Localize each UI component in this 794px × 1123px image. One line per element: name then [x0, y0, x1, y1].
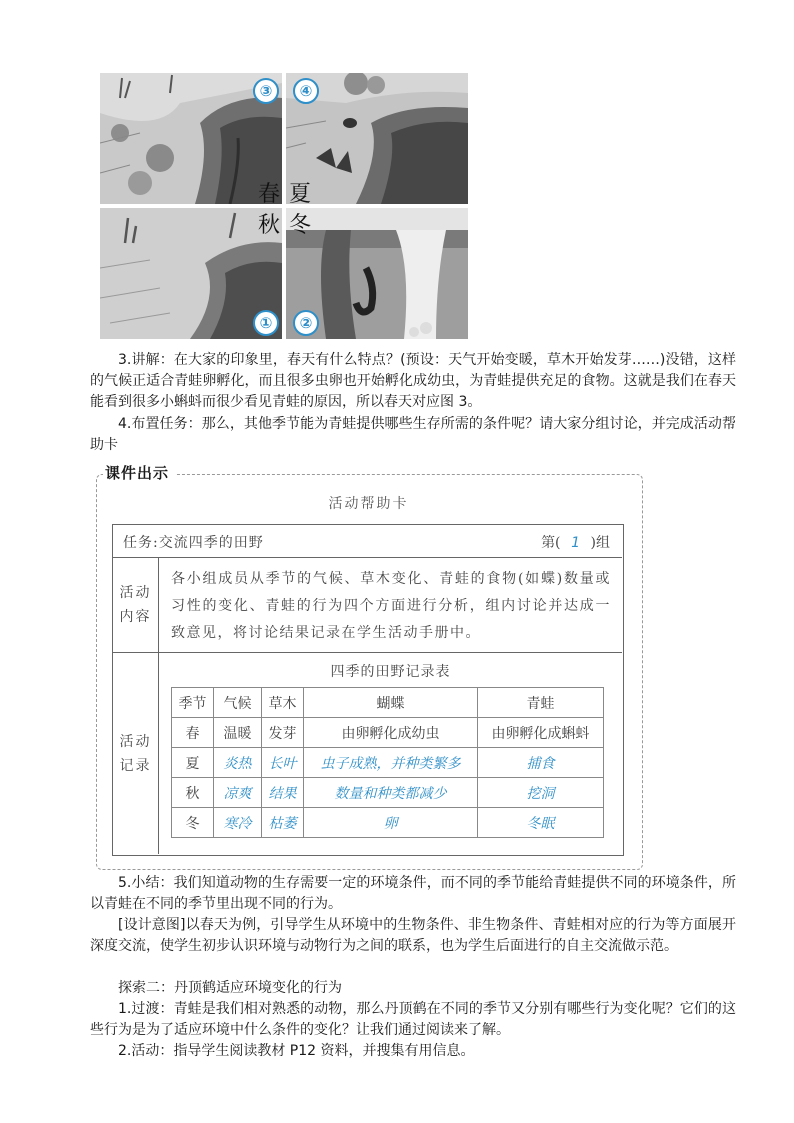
table-row: [172, 808, 604, 838]
table-row: [172, 778, 604, 808]
cell-butterfly: 虫子成熟，并种类繁多: [304, 748, 478, 778]
badge-3: ③: [253, 78, 279, 104]
record-row: [113, 653, 622, 854]
season-winter: 冬: [289, 213, 312, 238]
header-climate: 气候: [214, 688, 262, 718]
group-number: 1: [571, 535, 580, 551]
content-row: [113, 558, 622, 653]
cell-season: 春: [172, 718, 214, 748]
paragraph-explain: 3.讲解：在大家的印象里，春天有什么特点？(预设：天气开始变暖，草木开始发芽……)没错，这样的气候正适合青蛙卵孵化，而且很多虫卵也开始孵化成幼虫，为青蛙提供充足的食物。这就是我们在春天能看到很多小蝌蚪而很少看见青蛙的原因，所以春天对应图 3。: [90, 352, 736, 410]
paragraph-explore-two: 探索二：丹顶鹤适应环境变化的行为: [118, 980, 342, 996]
record-header-row: [172, 688, 604, 718]
task-text: 任务:交流四季的田野: [123, 535, 264, 551]
cell-climate: 凉爽: [214, 778, 262, 808]
header-frog: 青蛙: [478, 688, 604, 718]
seasons-illustration: [100, 73, 467, 339]
header-butterfly: 蝴蝶: [304, 688, 478, 718]
content-label-cell: [113, 558, 159, 652]
courseware-label: 课件出示: [105, 464, 170, 482]
content-text: 各小组成员从季节的气候、草木变化、青蛙的食物(如蝶)数量或习性的变化、青蛙的行为四个方面进行分析，组内讨论并达成一致意见，将讨论结果记录在学生活动手册中。: [171, 571, 611, 641]
cell-frog: 挖洞: [478, 778, 604, 808]
record-label-cell: [113, 653, 159, 854]
header-plants: 草木: [262, 688, 304, 718]
season-spring: 春: [258, 182, 281, 207]
group-field: [541, 532, 610, 552]
badge-1: ①: [253, 310, 279, 336]
cell-butterfly: 卵: [304, 808, 478, 838]
task-row: [113, 525, 622, 558]
group-prefix: 第(: [541, 535, 561, 551]
season-autumn: 秋: [258, 213, 281, 238]
season-summer: 夏: [289, 182, 312, 207]
paragraph-assign-task: 4.布置任务：那么，其他季节能为青蛙提供哪些生存所需的条件呢？请大家分组讨论，并完成活动帮助卡: [90, 416, 736, 453]
cell-frog: 由卵孵化成蝌蚪: [478, 718, 604, 748]
table-row: [172, 718, 604, 748]
cell-frog: 冬眠: [478, 808, 604, 838]
cell-plants: 枯萎: [262, 808, 304, 838]
paragraph-design-intent: [设计意图]以春天为例，引导学生从环境中的生物条件、非生物条件、青蛙相对应的行为等方面展开深度交流，使学生初步认识环境与动物行为之间的联系，也为学生后面进行的自主交流做示范。: [90, 917, 736, 954]
card-title: 活动帮助卡: [328, 496, 409, 512]
cell-climate: 寒冷: [214, 808, 262, 838]
record-label: 活动记录: [119, 733, 152, 774]
cell-plants: 长叶: [262, 748, 304, 778]
cell-butterfly: 由卵孵化成幼虫: [304, 718, 478, 748]
record-table-title: 四季的田野记录表: [330, 664, 451, 680]
courseware-label-wrap: [103, 462, 175, 486]
cell-season: 秋: [172, 778, 214, 808]
paragraph-summary: 5.小结：我们知道动物的生存需要一定的环境条件，而不同的季节能给青蛙提供不同的环境条件，所以青蛙在不同的季节里出现不同的行为。: [90, 875, 736, 912]
cell-butterfly: 数量和种类都减少: [304, 778, 478, 808]
cell-frog: 捕食: [478, 748, 604, 778]
content-label: 活动内容: [119, 585, 152, 625]
activity-card: [112, 524, 624, 856]
paragraph-activity: 2.活动：指导学生阅读教材 P12 资料，并搜集有用信息。: [118, 1043, 475, 1059]
paragraph-transition: 1.过渡：青蛙是我们相对熟悉的动物，那么丹顶鹤在不同的季节又分别有哪些行为变化呢？它们的这些行为是为了适应环境中什么条件的变化？让我们通过阅读来了解。: [90, 1001, 736, 1038]
header-season: 季节: [172, 688, 214, 718]
cell-season: 冬: [172, 808, 214, 838]
badge-2: ②: [293, 310, 319, 336]
record-table: [171, 687, 604, 838]
group-suffix: )组: [590, 535, 610, 551]
cell-season: 夏: [172, 748, 214, 778]
cell-plants: 结果: [262, 778, 304, 808]
cell-plants: 发芽: [262, 718, 304, 748]
cell-climate: 温暖: [214, 718, 262, 748]
badge-4: ④: [293, 78, 319, 104]
table-row: [172, 748, 604, 778]
cell-climate: 炎热: [214, 748, 262, 778]
